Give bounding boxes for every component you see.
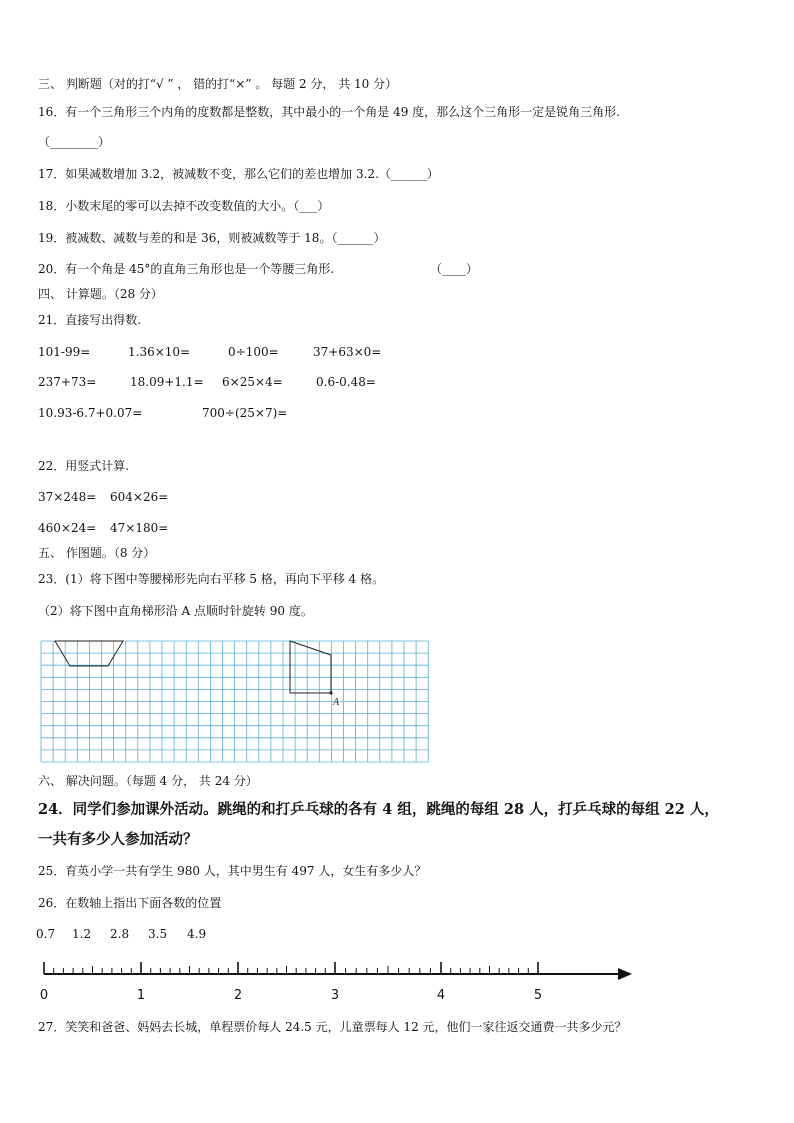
axis-label: 2 — [233, 988, 243, 1003]
calc-item: 10.93-6.7+0.07= — [38, 406, 143, 420]
calc-item: 47×180= — [110, 521, 169, 535]
axis-label: 1 — [136, 988, 146, 1003]
question-22: 22．用竖式计算. — [38, 459, 130, 473]
section-4-heading: 四、 计算题。（28 分） — [38, 287, 163, 301]
section-3-heading: 三、 判断题（对的打“√ ” ， 错的打“×” 。 每题 2 分， 共 10 分） — [38, 77, 398, 91]
section-6-heading: 六、 解决问题。（每题 4 分， 共 24 分） — [38, 774, 258, 788]
question-18: 18．小数末尾的零可以去掉不改变数值的大小。（___） — [38, 199, 330, 213]
calc-item: 37+63×0= — [313, 345, 382, 359]
question-19: 19．被减数、减数与差的和是 36，则被减数等于 18。（______） — [38, 231, 386, 245]
number-item: 2.8 — [110, 927, 130, 941]
number-item: 4.9 — [187, 927, 207, 941]
number-item: 3.5 — [148, 927, 168, 941]
calc-item: 700÷(25×7)= — [202, 406, 288, 420]
calc-item: 6×25×4= — [222, 375, 283, 389]
axis-label: 5 — [533, 988, 543, 1003]
question-27: 27．笑笑和爸爸、妈妈去长城，单程票价每人 24.5 元，儿童票每人 12 元，他们一家往返交通费一共多少元？ — [38, 1020, 627, 1034]
number-line-arrow — [618, 968, 632, 980]
question-21: 21．直接写出得数. — [38, 313, 142, 327]
calc-item: 101-99= — [38, 345, 91, 359]
calc-item: 237+73= — [38, 375, 97, 389]
number-line-ticks — [44, 962, 538, 974]
question-24-line2: 一共有多少人参加活动？ — [38, 831, 198, 848]
calc-item: 1.36×10= — [128, 345, 191, 359]
number-item: 0.7 — [36, 927, 56, 941]
question-16-line2: （________） — [38, 135, 111, 149]
question-23-2: （2）将下图中直角梯形沿 A 点顺时针旋转 90 度。 — [38, 604, 313, 618]
calc-item: 604×26= — [110, 490, 169, 504]
question-20-text: 20．有一个角是 45°的直角三角形也是一个等腰三角形. — [38, 262, 335, 276]
question-17: 17．如果减数增加 3.2，被减数不变，那么它们的差也增加 3.2.（______） — [38, 167, 439, 181]
number-item: 1.2 — [72, 927, 92, 941]
calc-item: 0÷100= — [228, 345, 279, 359]
question-26: 26．在数轴上指出下面各数的位置 — [38, 896, 222, 910]
question-25: 25．育英小学一共有学生 980 人，其中男生有 497 人，女生有多少人？ — [38, 864, 427, 878]
calc-item: 18.09+1.1= — [130, 375, 204, 389]
calc-item: 0.6-0.48= — [316, 375, 376, 389]
axis-label: 4 — [436, 988, 446, 1003]
question-24-line1: 24．同学们参加课外活动。跳绳的和打乒乓球的各有 4 组，跳绳的每组 28 人，打乒乓球的每组 22 人， — [38, 801, 719, 818]
calc-item: 460×24= — [38, 521, 97, 535]
axis-label: 0 — [39, 988, 49, 1003]
question-23-1: 23．(1）将下图中等腰梯形先向右平移 5 格，再向下平移 4 格。 — [38, 572, 385, 586]
calc-item: 37×248= — [38, 490, 97, 504]
axis-label: 3 — [330, 988, 340, 1003]
point-a-label: A — [333, 697, 340, 708]
question-20-blank: （____） — [430, 262, 479, 276]
section-5-heading: 五、 作图题。（8 分） — [38, 546, 156, 560]
question-16-line1: 16．有一个三角形三个内角的度数都是整数，其中最小的一个角是 49 度，那么这个三角形一定是锐角三角形. — [38, 105, 620, 119]
